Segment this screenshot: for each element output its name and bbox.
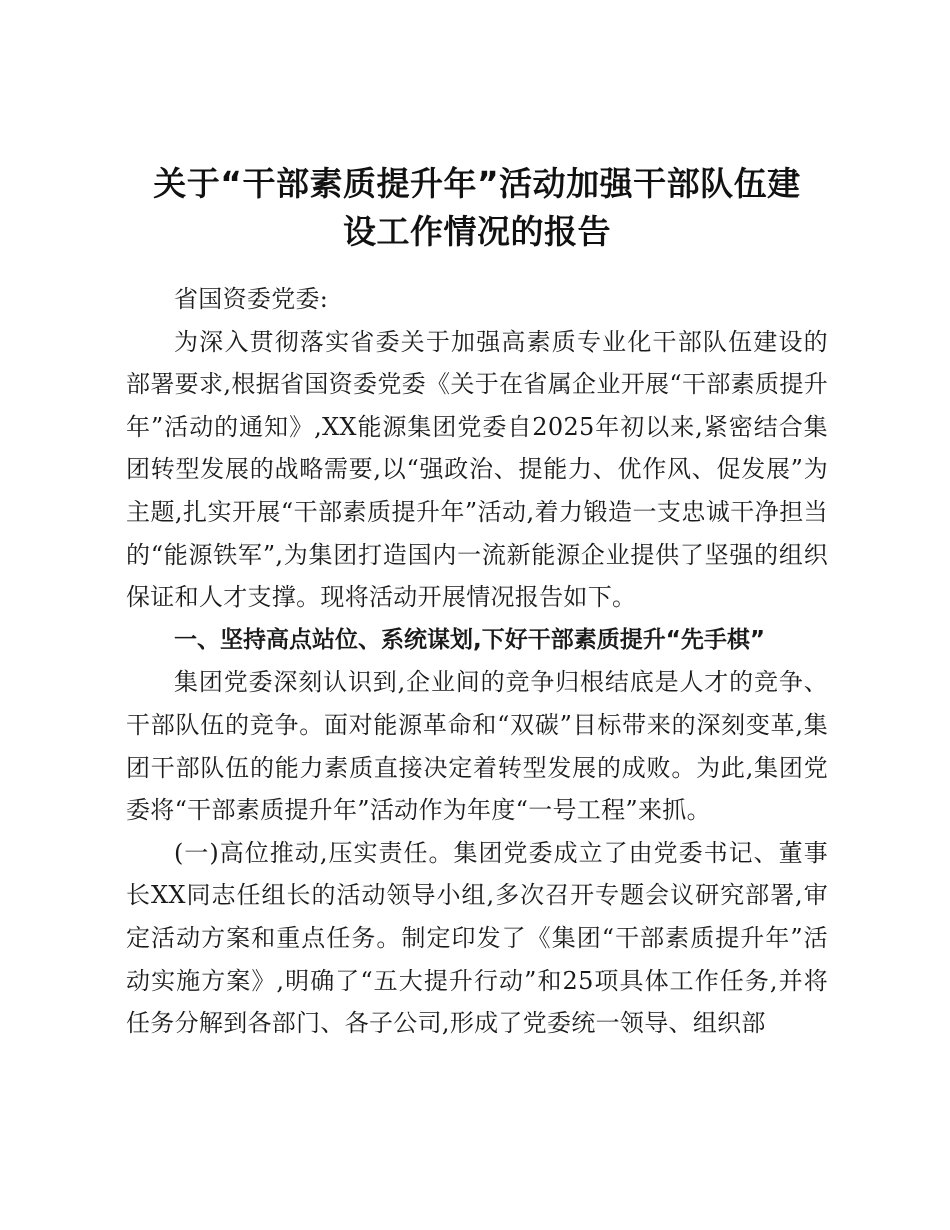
- subsection-1-paragraph: [126, 832, 828, 1045]
- document-body: [126, 278, 828, 1045]
- title-line-1: 关于“干部素质提升年”活动加强干部队伍建: [153, 164, 801, 203]
- salutation: 省国资委党委:: [174, 285, 329, 313]
- document-title: [126, 160, 828, 256]
- intro-paragraph: 为深入贯彻落实省委关于加强高素质专业化干部队伍建设的部署要求,根据省国资委党委《关于在省属企业开展“干部素质提升年”活动的通知》,XX能源集团党委自2025年初以来,紧密结合集团转型发展的战略需要,以“强政治、提能力、优作风、促发展”为主题,扎实开展“干部素质提升年”活动,着力锻造一支忠诚干净担当的“能源铁军”,为集团打造国内一流新能源企业提供了坚强的组织保证和人才支撑。现将活动开展情况报告如下。: [126, 327, 828, 612]
- title-line-2: 设工作情况的报告: [343, 212, 611, 251]
- subsection-1-lead: (一)高位推动,压实责任。: [174, 838, 454, 867]
- section-1-paragraph: 集团党委深刻认识到,企业间的竞争归根结底是人才的竞争、干部队伍的竞争。面对能源革命和“双碳”目标带来的深刻变革,集团干部队伍的能力素质直接决定着转型发展的成败。为此,集团党委将“干部素质提升年”活动作为年度“一号工程”来抓。: [126, 668, 828, 825]
- section-1-heading: 一、坚持高点站位、系统谋划,下好干部素质提升“先手棋”: [174, 626, 765, 653]
- subsection-1-text: 集团党委成立了由党委书记、董事长XX同志任组长的活动领导小组,多次召开专题会议研究部署,审定活动方案和重点任务。制定印发了《集团“干部素质提升年”活动实施方案》,明确了“五大提升行动”和25项具体工作任务,并将任务分解到各部门、各子公司,形成了党委统一领导、组织部: [126, 838, 828, 1038]
